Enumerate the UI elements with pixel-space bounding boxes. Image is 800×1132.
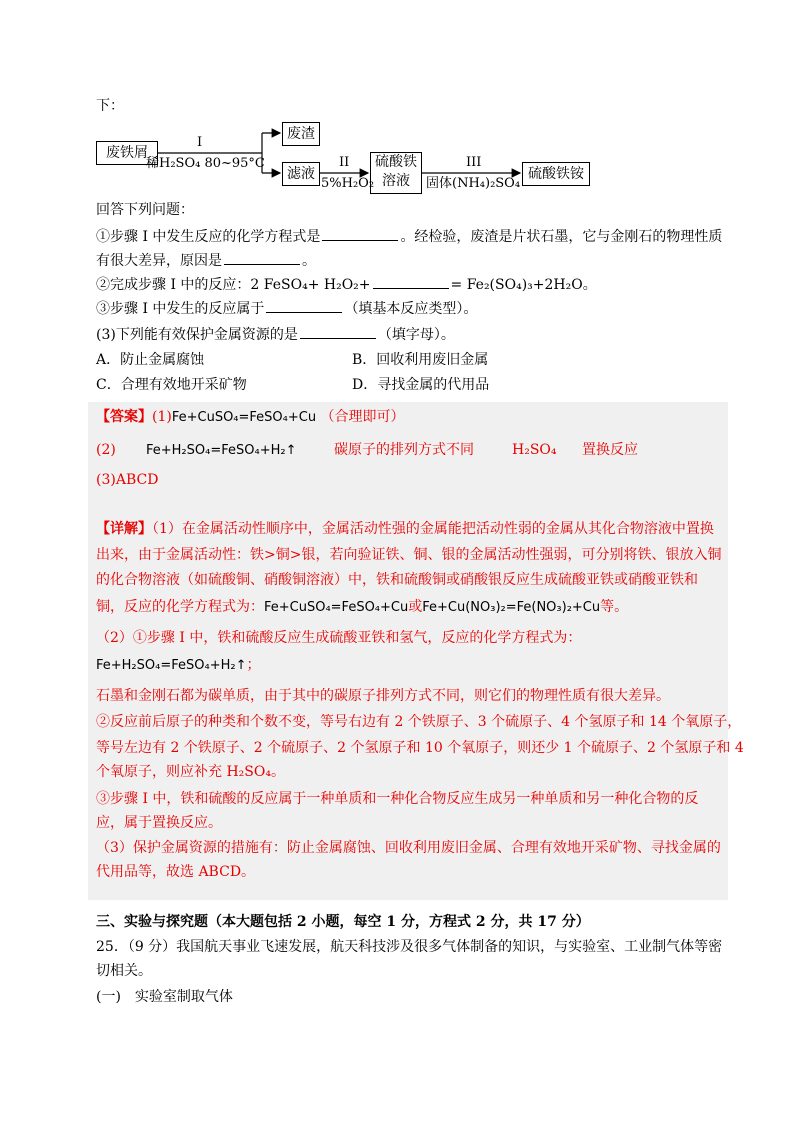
- answer-acid: H₂SO₄: [512, 442, 557, 458]
- answer-blank-3[interactable]: [373, 274, 449, 289]
- answer-reason: 碳原子的排列方式不同: [334, 442, 474, 458]
- option-b: B．回收利用废旧金属: [352, 352, 489, 368]
- step1-label: I: [197, 135, 203, 150]
- detail-p5a: ③步骤 I 中，铁和硫酸的反应属于一种单质和一种化合物反应生成另一种单质和另一种化合物的反: [96, 791, 699, 807]
- detail-p3: 石墨和金刚石都为碳单质，由于其中的碳原子排列方式不同，则它们的物理性质有很大差异。: [96, 688, 670, 704]
- answer-tag: 【答案】: [96, 409, 152, 425]
- option-a: A．防止金属腐蚀: [96, 352, 205, 368]
- answer-line-1: 【答案】(1)Fe+CuSO₄=FeSO₄+Cu （合理即可）: [96, 409, 405, 425]
- box-ferric-line2: 溶液: [382, 173, 410, 189]
- detail-p5b: 应，属于置换反应。: [96, 815, 222, 831]
- top-label: 下：: [96, 98, 124, 114]
- answer-blank-5[interactable]: [300, 324, 376, 339]
- step3-label: III: [466, 155, 482, 170]
- step3-condition: 固体(NH₄)₂SO₄: [426, 176, 521, 191]
- detail-p4c: 个氧原子，则应补充 H₂SO₄。: [96, 764, 285, 780]
- detail-p2-equation: Fe+H₂SO₄=FeSO₄+H₂↑；: [96, 657, 261, 673]
- answer-blank-2[interactable]: [224, 250, 300, 265]
- answer-line-2: (2): [96, 442, 116, 458]
- detail-p2: （2）①步骤 I 中，铁和硫酸反应生成硫酸亚铁和氢气，反应的化学方程式为：: [96, 630, 582, 646]
- detail-p6b: 代用品等，故选 ABCD。: [96, 864, 256, 880]
- detail-p4a: ②反应前后原子的种类和个数不变，等号右边有 2 个铁原子、3 个硫原子、4 个氢原子和 14 个氧原子，: [96, 714, 742, 730]
- answer-equation-2: Fe+H₂SO₄=FeSO₄+H₂↑: [146, 443, 297, 458]
- option-c: C．合理有效地开采矿物: [96, 377, 247, 393]
- option-d: D．寻找金属的代用品: [352, 377, 490, 393]
- step2-label: II: [339, 155, 350, 170]
- question-3: ③步骤 I 中发生的反应属于 （填基本反应类型）。: [96, 298, 477, 319]
- step1-condition: 稀H₂SO₄ 80~95°C: [146, 156, 265, 171]
- question-1-line1: ①步骤 I 中发生反应的化学方程式是 。经检验，废渣是片状石墨，它与金刚石的物理性质: [96, 226, 722, 247]
- detail-p1a: 【详解】（1）在金属活动性顺序中，金属活动性强的金属能把活动性弱的金属从其化合物溶液中置换: [96, 521, 714, 537]
- question-25-line1: 25．（9 分）我国航天事业飞速发展，航天科技涉及很多气体制备的知识，与实验室、工业制气体等密: [96, 939, 723, 955]
- box-product: 硫酸铁铵: [522, 162, 590, 186]
- answer-equation-1: Fe+CuSO₄=FeSO₄+Cu: [171, 410, 317, 425]
- answer-blank-1[interactable]: [322, 226, 398, 241]
- question-intro: 回答下列问题：: [96, 202, 194, 218]
- detail-p6a: （3）保护金属资源的措施有：防止金属腐蚀、回收利用废旧金属、合理有效地开采矿物、寻找金属的: [96, 840, 721, 856]
- detail-p1d: 铜，反应的化学方程式为：Fe+CuSO₄=FeSO₄+Cu或Fe+Cu(NO₃)₂=Fe(NO₃)₂+Cu等。: [96, 599, 629, 615]
- box-ferric-sulfate-solution: [370, 152, 422, 194]
- box-iron-scrap: 废铁屑: [96, 141, 158, 165]
- step2-condition: 5%H₂O₂: [321, 176, 375, 191]
- answer-line-3: (3)ABCD: [96, 472, 159, 488]
- box-filtrate: 滤液: [282, 162, 320, 186]
- detail-p4b: 等号左边有 2 个铁原子、2 个硫原子、2 个氢原子和 10 个氧原子，则还少 1 个硫原子、2 个氢原子和 4: [96, 740, 744, 756]
- detail-p1b: 出来，由于金属活动性：铁>铜>银，若向验证铁、铜、银的金属活动性强弱，可分别将铁、银放入铜: [96, 547, 722, 563]
- detail-p1c: 的化合物溶液（如硫酸铜、硝酸铜溶液）中，铁和硫酸铜或硝酸银反应生成硫酸亚铁或硝酸亚铁和: [96, 572, 698, 588]
- answer-reaction-type: 置换反应: [582, 442, 638, 458]
- question-4: (3)下列能有效保护金属资源的是 （填字母）。: [96, 324, 455, 345]
- detail-tag: 【详解】: [96, 521, 152, 537]
- question-25-line2: 切相关。: [96, 963, 152, 979]
- answer-blank-4[interactable]: [266, 298, 342, 313]
- section-3-heading: 三、实验与探究题（本大题包括 2 小题，每空 1 分，方程式 2 分，共 17 分）: [96, 914, 590, 930]
- box-residue: 废渣: [282, 122, 320, 146]
- box-ferric-line1: 硫酸铁: [375, 154, 417, 170]
- question-2: ②完成步骤 I 中的反应：2 FeSO₄+ H₂O₂+ = Fe₂(SO₄)₃+2H₂O。: [96, 274, 597, 295]
- subsection-1: (一) 实验室制取气体: [96, 989, 233, 1005]
- question-1-line2: 有很大差异，原因是 。: [96, 250, 316, 271]
